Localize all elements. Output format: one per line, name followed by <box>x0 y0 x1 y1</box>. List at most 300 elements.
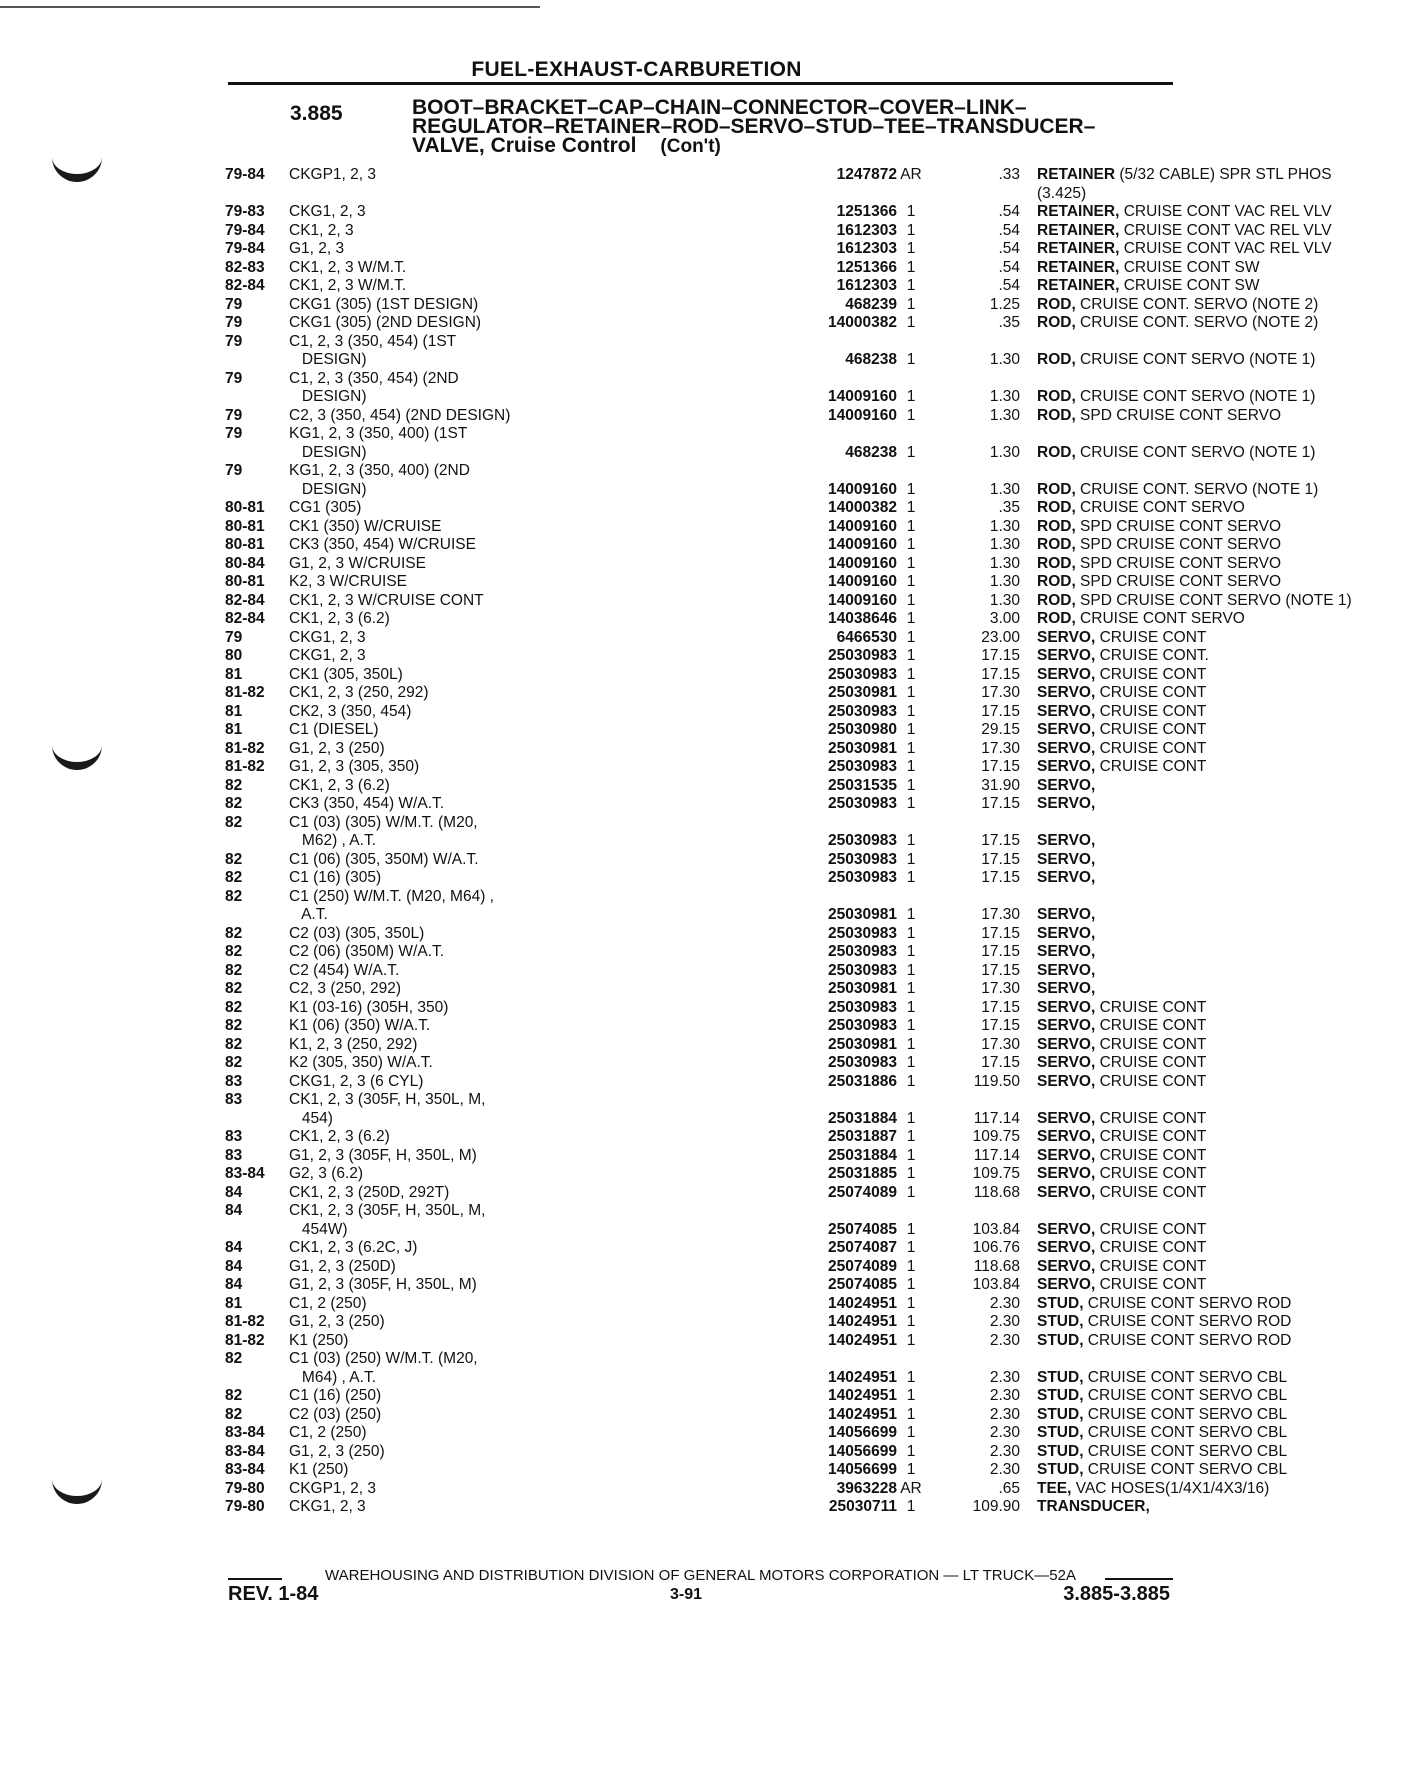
table-row <box>225 1276 1207 1295</box>
table-row <box>225 684 1207 703</box>
part-name: ROD, <box>1037 536 1076 553</box>
year-cell: 79-80 <box>225 1498 265 1515</box>
part-number-cell: 25030983 <box>828 961 897 979</box>
part-name: SERVO, <box>1037 1146 1096 1164</box>
quantity-cell: 1 <box>906 665 916 683</box>
table-row <box>225 536 1282 555</box>
table-row <box>225 1387 1288 1406</box>
description-cell <box>1037 1498 1413 1517</box>
part-number-cell: 25074089 <box>828 1257 897 1275</box>
year-cell: 80-81 <box>225 499 265 516</box>
table-row <box>225 980 1185 999</box>
part-name: ROD, <box>1037 295 1076 313</box>
price-cell: 17.15 <box>981 961 1020 979</box>
quantity-cell: 1 <box>906 758 916 775</box>
application-cell: CK1, 2, 3 (6.2) <box>289 1128 390 1145</box>
price-cell: 17.15 <box>981 647 1020 664</box>
application-cell: DESIGN) <box>289 351 367 368</box>
description-cell <box>1037 1073 1413 1092</box>
part-description: CRUISE CONT SERVO <box>1075 610 1245 627</box>
year-cell: 79 <box>225 628 243 646</box>
table-row <box>225 166 1332 185</box>
year-cell: 82 <box>225 1054 243 1071</box>
application-cell: CK3 (350, 454) W/A.T. <box>289 795 445 812</box>
application-cell: CK3 (350, 454) W/CRUISE <box>289 536 476 553</box>
table-row <box>225 888 1185 907</box>
application-cell: K1 (250) <box>289 1331 349 1349</box>
table-row <box>225 1091 1185 1110</box>
description-cell <box>1037 1461 1413 1480</box>
quantity-cell: 1 <box>906 1239 916 1256</box>
table-row <box>225 499 1245 518</box>
price-cell: 17.15 <box>981 943 1020 960</box>
application-cell: C1 (06) (305, 350M) W/A.T. <box>289 850 479 868</box>
price-cell: .33 <box>998 166 1020 183</box>
year-cell: 79 <box>225 369 243 387</box>
table-row <box>225 480 1319 500</box>
price-cell: 1.25 <box>989 295 1020 313</box>
part-name: STUD, <box>1037 1331 1084 1349</box>
application-cell: CK1, 2, 3 W/CRUISE CONT <box>289 591 484 609</box>
table-row <box>225 814 1185 833</box>
application-cell: C1 (03) (250) W/M.T. (M20, <box>289 1350 478 1367</box>
part-number-cell: 25074087 <box>828 1239 897 1256</box>
application-cell: G1, 2, 3 (250) <box>289 1442 385 1460</box>
table-row <box>225 998 1207 1018</box>
parts-table <box>225 166 1352 1517</box>
quantity-cell: 1 <box>906 1313 916 1330</box>
quantity-cell: 1 <box>906 924 916 942</box>
section-title: FUEL-EXHAUST-CARBURETION <box>471 58 802 81</box>
group-title <box>412 98 1132 156</box>
description-cell <box>1037 555 1413 574</box>
year-cell: 82 <box>225 813 243 831</box>
application-cell: CK1, 2, 3 (305F, H, 350L, M, <box>289 1091 486 1108</box>
year-cell: 81 <box>225 702 243 720</box>
quantity-cell: 1 <box>906 295 916 313</box>
application-cell: G1, 2, 3 (250D) <box>289 1257 396 1275</box>
part-number-cell: 25030983 <box>828 832 897 849</box>
part-number-cell: 14024951 <box>828 1331 897 1349</box>
quantity-cell: 1 <box>906 1017 916 1034</box>
part-description: CRUISE CONT <box>1095 1165 1207 1182</box>
description-cell <box>1037 296 1413 315</box>
part-name: ROD, <box>1037 554 1076 572</box>
part-number-cell: 14009160 <box>828 591 897 609</box>
application-cell: K2 (305, 350) W/A.T. <box>289 1054 433 1071</box>
year-cell: 81-82 <box>225 684 265 701</box>
application-cell: CK1, 2, 3 (250, 292) <box>289 684 429 701</box>
price-cell: 17.15 <box>981 1054 1020 1071</box>
price-cell: 17.15 <box>981 850 1020 868</box>
year-cell: 79 <box>225 425 243 442</box>
year-cell: 82 <box>225 850 243 868</box>
price-cell: 103.84 <box>972 1220 1020 1238</box>
table-row <box>225 203 1332 222</box>
application-cell: K2, 3 W/CRUISE <box>289 573 407 590</box>
part-number-cell: 25030983 <box>828 924 897 942</box>
application-cell: CK1 (350) W/CRUISE <box>289 517 442 535</box>
part-number-cell: 14024951 <box>828 1387 897 1404</box>
part-name: STUD, <box>1037 1405 1084 1423</box>
year-cell: 83-84 <box>225 1442 265 1460</box>
part-description: CRUISE CONT VAC REL VLV <box>1119 221 1332 239</box>
table-row <box>225 370 1185 389</box>
application-cell: CK1, 2, 3 (305F, H, 350L, M, <box>289 1202 486 1219</box>
part-number-cell: 25031535 <box>828 776 897 794</box>
part-description: SPD CRUISE CONT SERVO <box>1075 536 1282 553</box>
table-row <box>225 1183 1207 1203</box>
quantity-cell: 1 <box>906 832 916 849</box>
part-name: STUD, <box>1037 1424 1084 1441</box>
header-rule <box>228 82 1173 85</box>
application-cell: G1, 2, 3 (305, 350) <box>289 758 420 775</box>
table-row <box>225 240 1332 259</box>
part-name: ROD, <box>1037 443 1076 461</box>
application-cell: CK1 (305, 350L) <box>289 665 403 683</box>
part-description: CRUISE CONT <box>1095 1054 1207 1071</box>
quantity-cell: 1 <box>906 628 916 646</box>
table-row <box>225 869 1185 888</box>
part-description: CRUISE CONT SERVO ROD <box>1083 1294 1292 1312</box>
application-cell: A.T. <box>289 906 328 923</box>
part-description: CRUISE CONT. SERVO (NOTE 2) <box>1075 314 1319 331</box>
table-row <box>225 277 1260 296</box>
price-cell: 1.30 <box>989 554 1020 572</box>
year-cell: 84 <box>225 1183 243 1201</box>
part-number-cell: 25031884 <box>828 1109 897 1127</box>
description-cell <box>1037 740 1413 759</box>
price-cell: .54 <box>998 240 1020 257</box>
part-name: SERVO, <box>1037 980 1096 997</box>
part-description: VAC HOSES(1/4X1/4X3/16) <box>1071 1479 1270 1497</box>
year-cell: 79-84 <box>225 240 265 257</box>
part-name: TRANSDUCER, <box>1037 1498 1150 1515</box>
table-row <box>225 1054 1207 1073</box>
description-cell <box>1037 610 1413 629</box>
application-cell: M62) , A.T. <box>289 832 376 849</box>
price-cell: 2.30 <box>989 1387 1020 1404</box>
table-row <box>225 1128 1207 1147</box>
description-cell <box>1037 314 1413 333</box>
price-cell: 17.15 <box>981 795 1020 812</box>
part-description: SPD CRUISE CONT SERVO <box>1075 573 1282 590</box>
price-cell: 3.00 <box>989 610 1020 627</box>
description-cell <box>1037 536 1413 555</box>
table-row <box>225 573 1282 592</box>
table-row <box>225 943 1185 962</box>
quantity-cell: 1 <box>906 258 916 276</box>
part-number-cell: 14024951 <box>828 1368 897 1386</box>
part-description: CRUISE CONT <box>1095 1072 1207 1090</box>
part-name: SERVO, <box>1037 1054 1096 1071</box>
price-cell: 2.30 <box>989 1442 1020 1460</box>
year-cell: 81 <box>225 721 243 738</box>
price-cell: 17.30 <box>981 739 1020 757</box>
description-cell <box>1037 758 1413 777</box>
part-description: CRUISE CONT VAC REL VLV <box>1119 240 1332 257</box>
quantity-cell: 1 <box>906 776 916 794</box>
description-cell <box>1037 1480 1413 1499</box>
quantity-cell: 1 <box>906 591 916 609</box>
quantity-cell: 1 <box>906 240 916 257</box>
price-cell: .65 <box>998 1479 1020 1497</box>
description-cell <box>1037 277 1413 296</box>
year-cell: 82 <box>225 961 243 979</box>
year-cell: 83 <box>225 1128 243 1145</box>
application-cell: CK1, 2, 3 <box>289 221 354 239</box>
part-number-cell: 25074085 <box>828 1276 897 1293</box>
price-cell: .35 <box>998 499 1020 516</box>
part-description: CRUISE CONT <box>1095 721 1207 738</box>
quantity-cell: 1 <box>906 1220 916 1238</box>
description-cell <box>1037 647 1413 666</box>
part-description: CRUISE CONT <box>1095 1128 1207 1145</box>
quantity-cell: 1 <box>906 980 916 997</box>
part-description: CRUISE CONT <box>1095 628 1207 646</box>
table-row <box>225 702 1207 722</box>
quantity-cell: 1 <box>906 1276 916 1293</box>
description-cell <box>1037 592 1413 611</box>
year-cell: 82 <box>225 980 243 997</box>
price-cell: 2.30 <box>989 1424 1020 1441</box>
part-description: SPD CRUISE CONT SERVO <box>1075 554 1282 572</box>
part-number-cell: 25030981 <box>828 739 897 757</box>
application-cell: K1 (250) <box>289 1461 349 1478</box>
part-number-cell: 468238 <box>845 443 897 461</box>
part-name: SERVO, <box>1037 684 1096 701</box>
quantity-cell: 1 <box>906 961 916 979</box>
price-cell: 1.30 <box>989 388 1020 405</box>
part-description: CRUISE CONT <box>1095 739 1207 757</box>
application-cell: G1, 2, 3 (305F, H, 350L, M) <box>289 1146 477 1164</box>
table-row <box>225 832 1185 851</box>
part-number-cell: 14056699 <box>828 1424 897 1441</box>
part-name: RETAINER, <box>1037 258 1120 276</box>
table-row <box>225 258 1260 278</box>
quantity-cell: 1 <box>906 702 916 720</box>
footer-org-line: WAREHOUSING AND DISTRIBUTION DIVISION OF GENERAL MOTORS CORPORATION — LT TRUCK—52A <box>325 1567 1076 1584</box>
part-name: ROD, <box>1037 573 1076 590</box>
description-cell <box>1037 1036 1413 1055</box>
price-cell: .54 <box>998 221 1020 239</box>
price-cell: 109.75 <box>972 1165 1020 1182</box>
part-number-cell: 25030983 <box>828 943 897 960</box>
part-number-cell: 25030983 <box>828 702 897 720</box>
part-number-cell: 14056699 <box>828 1461 897 1478</box>
part-description: CRUISE CONT SERVO CBL <box>1083 1387 1288 1404</box>
description-cell <box>1037 1110 1413 1129</box>
application-cell: C2 (03) (305, 350L) <box>289 924 425 942</box>
year-cell: 80-81 <box>225 536 265 553</box>
application-cell: C2, 3 (350, 454) (2ND DESIGN) <box>289 406 511 424</box>
table-row <box>225 925 1185 944</box>
year-cell: 83-84 <box>225 1165 265 1182</box>
table-row <box>225 1442 1288 1462</box>
year-cell: 80-81 <box>225 573 265 590</box>
table-row <box>225 333 1185 352</box>
group-number: 3.885 <box>290 102 343 125</box>
application-cell: CK1, 2, 3 W/M.T. <box>289 258 407 276</box>
part-name: STUD, <box>1037 1442 1084 1460</box>
price-cell: 17.15 <box>981 924 1020 942</box>
price-cell: 17.15 <box>981 1017 1020 1034</box>
part-description: CRUISE CONT <box>1095 1239 1207 1256</box>
table-row <box>225 1331 1292 1351</box>
description-cell <box>1037 203 1413 222</box>
application-cell: C2, 3 (250, 292) <box>289 980 402 997</box>
price-cell: .54 <box>998 203 1020 220</box>
description-cell <box>1037 703 1413 722</box>
price-cell: .54 <box>998 258 1020 276</box>
part-number-cell: 14009160 <box>828 406 897 424</box>
part-name: ROD, <box>1037 406 1076 424</box>
quantity-cell: 1 <box>906 1257 916 1275</box>
part-description: CRUISE CONT SERVO (NOTE 1) <box>1075 443 1316 461</box>
part-description: CRUISE CONT SERVO ROD <box>1083 1313 1292 1330</box>
table-row <box>225 295 1319 315</box>
table-row <box>225 1368 1288 1388</box>
part-name: TEE, <box>1037 1479 1072 1497</box>
part-name: RETAINER, <box>1037 203 1120 220</box>
price-cell: 109.75 <box>972 1128 1020 1145</box>
description-cell <box>1037 407 1413 426</box>
quantity-cell: 1 <box>906 1294 916 1312</box>
quantity-cell: 1 <box>906 1498 916 1515</box>
part-number-cell: 14009160 <box>828 388 897 405</box>
part-description: CRUISE CONT SERVO (NOTE 1) <box>1075 388 1316 405</box>
application-cell: CK1, 2, 3 (6.2) <box>289 776 390 794</box>
table-row <box>225 1146 1207 1166</box>
description-cell <box>1037 980 1413 999</box>
group-title-line <box>412 136 1132 156</box>
part-number-cell: 14009160 <box>828 554 897 572</box>
table-row <box>225 1220 1207 1240</box>
binder-hole-mark <box>52 148 102 182</box>
year-cell: 82 <box>225 924 243 942</box>
part-number-cell: 25030983 <box>828 850 897 868</box>
part-number-cell: 25030981 <box>828 1035 897 1053</box>
quantity-cell: 1 <box>906 795 916 812</box>
application-cell: C2 (454) W/A.T. <box>289 961 400 979</box>
price-cell: 103.84 <box>972 1276 1020 1293</box>
quantity-cell: 1 <box>906 1405 916 1423</box>
quantity-cell: 1 <box>906 517 916 535</box>
year-cell: 82 <box>225 1350 243 1367</box>
year-cell: 79 <box>225 295 243 313</box>
price-cell: 29.15 <box>981 721 1020 738</box>
application-cell: KG1, 2, 3 (350, 400) (2ND <box>289 462 470 479</box>
page-number: 3-91 <box>670 1586 703 1603</box>
part-name: ROD, <box>1037 517 1076 535</box>
part-number-cell: 25030981 <box>828 684 897 701</box>
part-name: SERVO, <box>1037 1257 1096 1275</box>
description-cell <box>1037 1258 1413 1277</box>
application-cell: CK1, 2, 3 W/M.T. <box>289 277 407 294</box>
description-cell <box>1037 388 1413 407</box>
table-row <box>225 1202 1185 1221</box>
part-description: SPD CRUISE CONT SERVO (NOTE 1) <box>1075 591 1352 609</box>
description-cell <box>1037 1276 1413 1295</box>
part-description: CRUISE CONT. <box>1095 647 1209 664</box>
price-cell: 1.30 <box>989 591 1020 609</box>
application-cell: C2 (06) (350M) W/A.T. <box>289 943 445 960</box>
part-name: SERVO, <box>1037 647 1096 664</box>
year-cell: 82 <box>225 1035 243 1053</box>
part-name: SERVO, <box>1037 1276 1096 1293</box>
price-cell: 2.30 <box>989 1331 1020 1349</box>
quantity-cell: 1 <box>906 610 916 627</box>
application-cell: C1 (03) (305) W/M.T. (M20, <box>289 813 478 831</box>
part-number-cell: 14056699 <box>828 1442 897 1460</box>
table-row <box>225 1461 1288 1480</box>
quantity-cell: 1 <box>906 684 916 701</box>
description-cell <box>1037 481 1413 500</box>
price-cell: 17.15 <box>981 832 1020 849</box>
application-cell: CG1 (305) <box>289 499 362 516</box>
table-row <box>225 1109 1207 1129</box>
application-cell: CK2, 3 (350, 454) <box>289 702 412 720</box>
part-number-cell: 1251366 <box>836 258 897 276</box>
table-row <box>225 721 1207 740</box>
part-number-cell: 1247872 <box>836 166 897 183</box>
table-row <box>225 665 1207 685</box>
footer-rule-right <box>1105 1578 1173 1580</box>
part-number-cell: 25031884 <box>828 1146 897 1164</box>
table-row <box>225 517 1282 537</box>
part-description: CRUISE CONT <box>1095 665 1207 683</box>
part-name: SERVO, <box>1037 758 1096 775</box>
quantity-cell: 1 <box>906 406 916 424</box>
price-cell: 106.76 <box>972 1239 1020 1256</box>
description-cell <box>1037 1295 1413 1314</box>
description-cell <box>1037 518 1413 537</box>
part-number-cell: 25031887 <box>828 1128 897 1145</box>
part-number-cell: 1612303 <box>836 277 897 294</box>
application-cell: CK1, 2, 3 (6.2) <box>289 610 390 627</box>
part-description: CRUISE CONT <box>1095 1109 1207 1127</box>
part-number-cell: 468238 <box>845 351 897 368</box>
table-row <box>225 1479 1270 1499</box>
quantity-cell: 1 <box>906 443 916 461</box>
part-description: CRUISE CONT <box>1095 998 1207 1016</box>
description-cell <box>1037 1184 1413 1203</box>
year-cell: 79-84 <box>225 221 265 239</box>
year-cell: 82 <box>225 1387 243 1404</box>
part-name: SERVO, <box>1037 628 1096 646</box>
part-name: SERVO, <box>1037 832 1096 849</box>
table-row <box>225 647 1209 666</box>
year-cell: 82-84 <box>225 591 265 609</box>
table-row <box>225 1239 1207 1258</box>
application-cell: G1, 2, 3 (250) <box>289 739 385 757</box>
part-description: CRUISE CONT <box>1095 1257 1207 1275</box>
part-name: STUD, <box>1037 1294 1084 1312</box>
year-cell: 83 <box>225 1072 243 1090</box>
table-row <box>225 425 1185 444</box>
description-cell <box>1037 943 1413 962</box>
year-cell: 84 <box>225 1276 243 1293</box>
part-name: SERVO, <box>1037 869 1096 886</box>
part-description: CRUISE CONT <box>1095 1183 1207 1201</box>
part-number-cell: 25074085 <box>828 1220 897 1238</box>
part-description: CRUISE CONT. SERVO (NOTE 2) <box>1075 295 1319 313</box>
year-cell: 83-84 <box>225 1424 265 1441</box>
part-number-cell: 25030981 <box>828 980 897 997</box>
description-cell <box>1037 1443 1413 1462</box>
part-description: CRUISE CONT SERVO (NOTE 1) <box>1075 351 1316 368</box>
application-cell: M64) , A.T. <box>289 1368 376 1386</box>
